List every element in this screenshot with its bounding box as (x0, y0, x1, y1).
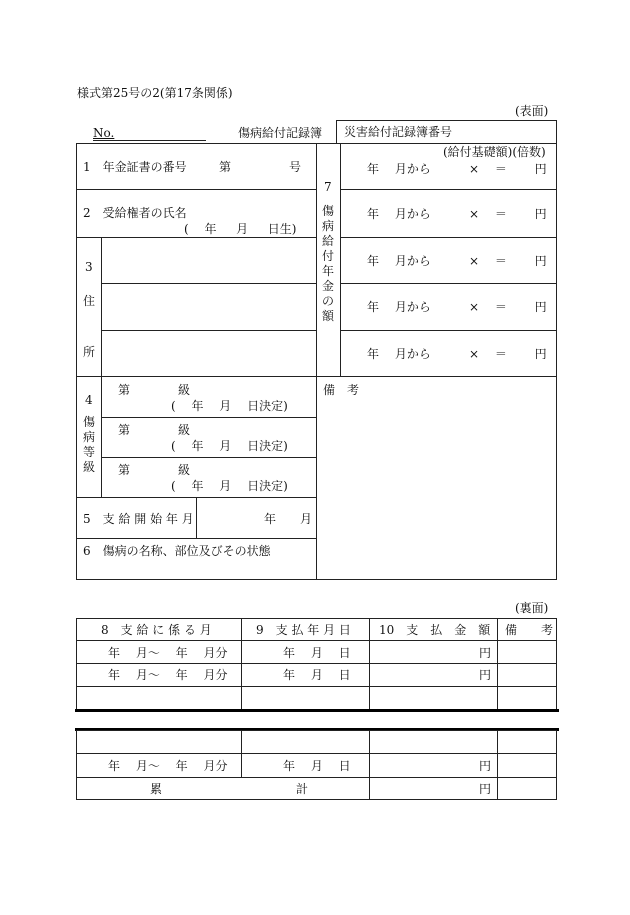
back-row1-amount: 円 (479, 646, 492, 660)
item4-number: 4 (85, 393, 93, 407)
line-after-item3 (76, 376, 557, 377)
form-number: 様式第25号の2(第17条関係) (77, 86, 233, 100)
back-row2-amount: 円 (479, 668, 492, 682)
item7-line-2 (340, 237, 557, 238)
item4-grade-1: 第 級 (118, 383, 191, 397)
item2-birthdate: ( 年 月 日生) (184, 222, 297, 236)
back-col-divider-2 (369, 618, 370, 711)
item4-label-divider (101, 376, 102, 497)
line-address-2 (101, 330, 316, 331)
book-title: 傷病給付記録簿 (238, 126, 323, 140)
back-row-line-3 (76, 686, 557, 687)
back-row5-amount: 円 (479, 759, 492, 773)
back-break-line-top (75, 709, 559, 712)
back-header-remarks: 備 考 (505, 623, 554, 637)
line-address-1 (101, 283, 316, 284)
back-lower-divider-2 (369, 730, 370, 800)
record-no-label: No. (93, 126, 115, 140)
item7-line-3 (340, 283, 557, 284)
item7-row5-calc: × ＝ 円 (469, 347, 547, 361)
back-lower-divider-3 (497, 730, 498, 800)
item4-grade-3: 第 級 (118, 463, 191, 477)
line-after-item2 (76, 237, 316, 238)
item4-decision-3: ( 年 月 日決定) (171, 479, 288, 493)
item3-label-divider (101, 237, 102, 376)
item7-line-1 (340, 189, 557, 190)
back-header-month: 8 支 給 に 係 る 月 (101, 623, 212, 637)
item5-divider (196, 497, 197, 538)
item7-row1-date: 年 月から (367, 162, 431, 176)
item7-row3-calc: × ＝ 円 (469, 254, 547, 268)
item3-char-sho: 所 (83, 345, 96, 359)
item4-grade-2: 第 級 (118, 423, 191, 437)
item7-row5-date: 年 月から (367, 347, 431, 361)
item7-row2-date: 年 月から (367, 207, 431, 221)
back-row5-paydate: 年 月 日 (283, 759, 351, 773)
item7-row2-calc: × ＝ 円 (469, 207, 547, 221)
item1-label: 1 年金証書の番号 (83, 160, 187, 174)
back-col-divider-1 (241, 618, 242, 711)
line-after-item1 (76, 189, 316, 190)
item7-number: 7 (324, 180, 332, 194)
front-side-label: (表面) (515, 104, 549, 118)
back-row2-paydate: 年 月 日 (283, 668, 351, 682)
item7-title: 傷病給付年金の額 (321, 204, 334, 323)
divider-left-right (316, 143, 317, 580)
back-lower-line-1 (76, 753, 557, 754)
back-row2-period: 年 月～ 年 月分 (108, 668, 228, 682)
item3-char-ju: 住 (83, 294, 96, 308)
back-row-line-1 (76, 640, 557, 641)
item7-row3-date: 年 月から (367, 254, 431, 268)
item2-label: 2 受給権者の氏名 (83, 206, 187, 220)
total-label-rui: 累 (150, 782, 163, 796)
item7-column-header: (給付基礎額)(倍数) (443, 145, 546, 159)
item7-row1-calc: × ＝ 円 (469, 162, 547, 176)
line-grade-2 (101, 457, 316, 458)
total-label-kei: 計 (296, 782, 309, 796)
disaster-book-number-label: 災害給付記録簿番号 (344, 125, 453, 139)
back-row5-period: 年 月～ 年 月分 (108, 759, 228, 773)
record-no-underline (93, 140, 206, 141)
item6-label: 6 傷病の名称、部位及びその状態 (83, 544, 271, 558)
item3-number: 3 (85, 260, 93, 274)
item7-label-divider (340, 143, 341, 377)
remarks-label: 備 考 (323, 383, 360, 397)
item7-row4-date: 年 月から (367, 300, 431, 314)
back-header-amount: 10 支 払 金 額 (379, 623, 491, 637)
back-row1-period: 年 月～ 年 月分 (108, 646, 228, 660)
item5-value: 年 月 (264, 512, 313, 526)
item4-decision-2: ( 年 月 日決定) (171, 439, 288, 453)
back-header-paydate: 9 支 払 年 月 日 (256, 623, 351, 637)
line-after-item5 (76, 538, 316, 539)
item5-label: 5 支 給 開 始 年 月 (83, 512, 194, 526)
item1-dai: 第 (219, 160, 232, 174)
back-side-label: (裏面) (515, 601, 549, 615)
back-col-divider-3 (497, 618, 498, 711)
line-grade-1 (101, 417, 316, 418)
item7-line-4 (340, 330, 557, 331)
item4-title: 傷病等級 (82, 415, 95, 474)
item7-row4-calc: × ＝ 円 (469, 300, 547, 314)
back-lower-line-2 (76, 777, 557, 778)
total-amount: 円 (479, 782, 492, 796)
back-row-line-2 (76, 663, 557, 664)
back-row1-paydate: 年 月 日 (283, 646, 351, 660)
item1-go: 号 (289, 160, 302, 174)
item4-decision-1: ( 年 月 日決定) (171, 399, 288, 413)
